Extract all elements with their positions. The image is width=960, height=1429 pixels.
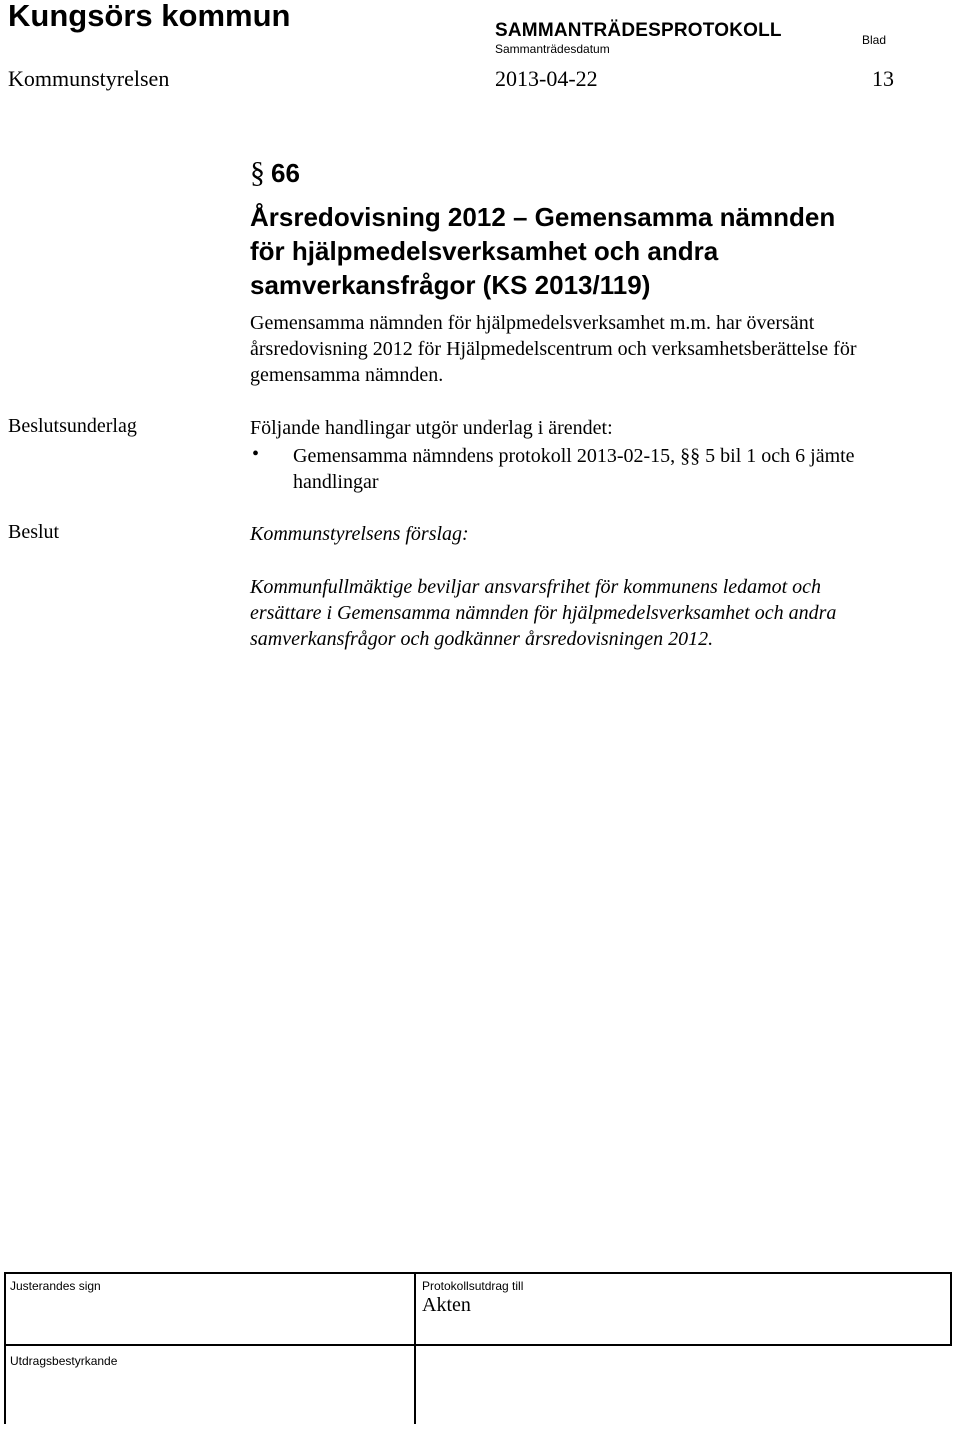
beslut-label: Beslut [8,521,60,543]
item-title: Årsredovisning 2012 – Gemensamma nämnden för hjälpmedelsverksamhet och andra samverkansfrågor (KS 2013/119) [250,202,836,300]
proposal-text: Kommunfullmäktige beviljar ansvarsfrihet för kommunens ledamot och ersättare i Gemensamma nämnden för hjälpmedelsverksamhet och andra samverkansfrågor och godkänner årsredovisningen 2012. [250,576,837,650]
signature-box [4,1272,952,1424]
document-type: SAMMANTRÄDESPROTOKOLL [495,20,782,41]
protokollsutdrag-label: Protokollsutdrag till [422,1279,524,1293]
underlag-intro: Följande handlingar utgör underlag i ärendet: [250,417,613,439]
page-label: Blad [862,33,887,47]
page-number: 13 [872,66,894,91]
section-number-value: 66 [271,158,300,188]
footer-divider [414,1274,416,1424]
justerandes-sign-label: Justerandes sign [10,1279,101,1293]
org-name: Kungsörs kommun [8,0,291,33]
footer-right-border [950,1274,952,1346]
underlag-list-item: Gemensamma nämndens protokoll 2013-02-15, §§ 5 bil 1 och 6 jämte handlingar [293,445,855,493]
section-number [250,156,300,190]
footer-middle-line [4,1344,952,1346]
protokollsutdrag-value: Akten [422,1294,471,1316]
committee-name: Kommunstyrelsen [8,66,170,91]
meeting-date: 2013-04-22 [495,66,598,91]
proposal-heading: Kommunstyrelsens förslag: [250,523,469,545]
meeting-date-label: Sammanträdesdatum [495,42,610,56]
beslutsunderlag-label: Beslutsunderlag [8,415,137,437]
footer-left-border [4,1274,6,1424]
section-symbol: § [250,156,265,189]
utdragsbestyrkande-label: Utdragsbestyrkande [10,1354,118,1368]
item-intro: Gemensamma nämnden för hjälpmedelsverksamhet m.m. har översänt årsredovisning 2012 för Hjälpmedelscentrum och verksamhetsberättelse för gemensamma nämnden. [250,312,857,386]
bullet-icon: • [252,443,260,465]
